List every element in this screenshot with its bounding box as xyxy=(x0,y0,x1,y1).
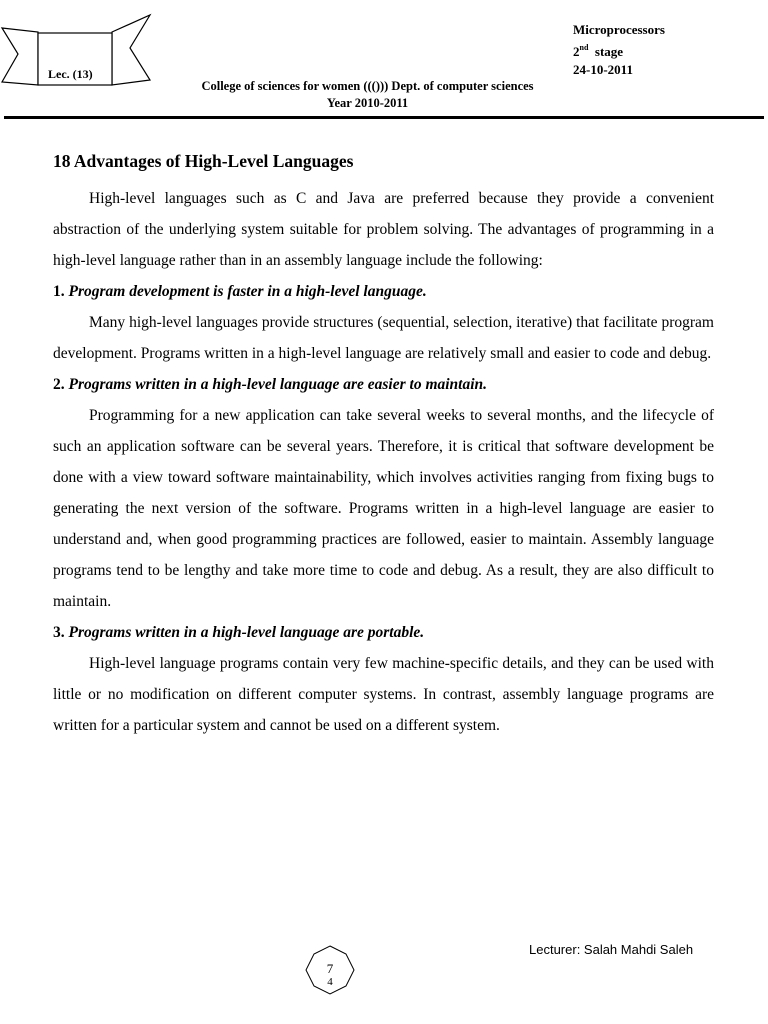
document-body xyxy=(53,150,714,741)
lecture-banner xyxy=(0,10,155,85)
header-divider xyxy=(4,116,764,119)
point-number: 1. xyxy=(53,283,65,300)
point-title: Programs written in a high-level language are easier to maintain. xyxy=(68,376,488,393)
point-heading xyxy=(53,276,714,307)
page-number xyxy=(304,961,356,977)
point-heading xyxy=(53,369,714,400)
course-stage xyxy=(573,39,665,61)
point-body: Programming for a new application can take several weeks to several months, and the lifecycle of such an application software can be several years. Therefore, it is critical that software development be done with a view toward software maintainability, which involves activities ranging from fixing bugs to generating the next version of the software. Programs written in a high-level language are easier to understand and, when good programming practices are followed, easier to maintain. Assembly language programs tend to be lengthy and take more time to code and debug. As a result, they are also difficult to maintain. xyxy=(53,407,714,610)
point-number: 2. xyxy=(53,376,65,393)
point-heading xyxy=(53,617,714,648)
stage-suffix: nd xyxy=(579,43,589,52)
point-title: Program development is faster in a high-level language. xyxy=(68,283,427,300)
total-pages: 4 xyxy=(327,976,333,988)
section-heading: 18 Advantages of High-Level Languages xyxy=(53,151,354,171)
point-title: Programs written in a high-level language are portable. xyxy=(68,624,425,641)
point-body: High-level language programs contain very few machine-specific details, and they can be used with little or no modification on different computer systems. In contrast, assembly language programs are written for a particular system and cannot be used on a different system. xyxy=(53,655,714,734)
year-line: Year 2010-2011 xyxy=(326,96,409,110)
stage-number: 2 xyxy=(573,44,580,59)
point-number: 3. xyxy=(53,624,65,641)
college-line: College of sciences for women ((())) Dept. of computer sciences xyxy=(201,79,534,93)
stage-word: stage xyxy=(594,44,624,59)
current-page: 7 xyxy=(326,961,334,976)
lecturer-name: Lecturer: Salah Mahdi Saleh xyxy=(529,942,694,957)
course-info xyxy=(573,21,665,79)
intro-paragraph: High-level languages such as C and Java are preferred because they provide a convenient abstraction of the underlying system suitable for problem solving. The advantages of programming in a high-level language rather than in an assembly language include the following: xyxy=(53,190,714,269)
page-number-badge xyxy=(304,944,356,994)
course-name: Microprocessors xyxy=(573,22,665,37)
lecture-number: Lec. (13) xyxy=(48,67,93,81)
lecture-date: 24-10-2011 xyxy=(573,62,633,77)
point-body: Many high-level languages provide structures (sequential, selection, iterative) that facilitate program development. Programs written in a high-level language are relatively small and easier to code and debug. xyxy=(53,314,714,362)
